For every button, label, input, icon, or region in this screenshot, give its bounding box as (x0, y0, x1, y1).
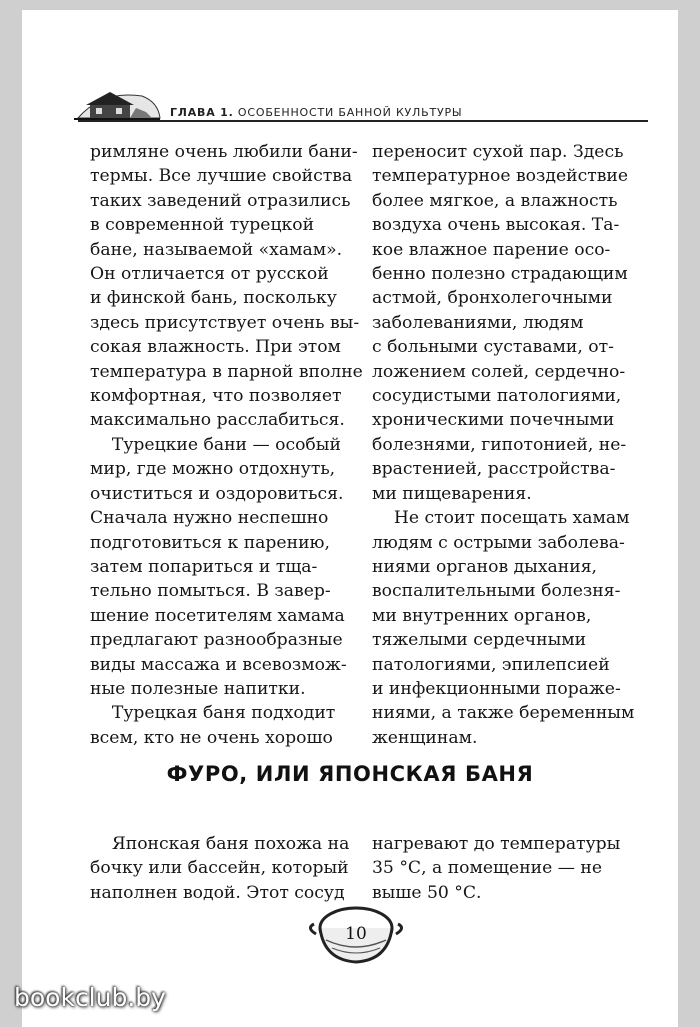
text-line: воздуха очень высокая. Та- (372, 215, 620, 236)
text-line: ниями, а также беременным (372, 703, 635, 724)
text-line: здесь присутствует очень вы- (90, 312, 360, 333)
text-line: всем, кто не очень хорошо (90, 727, 333, 748)
text-line: шение посетителям хамама (90, 605, 345, 626)
section-heading: ФУРО, ИЛИ ЯПОНСКАЯ БАНЯ (166, 762, 534, 786)
text-line: комфортная, что позволяет (90, 386, 342, 407)
text-line: тяжелыми сердечными (372, 630, 587, 651)
text-line: выше 50 °С. (372, 882, 482, 903)
text-line: с больными суставами, от- (372, 337, 614, 358)
text-line: римляне очень любили бани- (90, 142, 358, 162)
text-line: женщинам. (372, 727, 478, 748)
text-line: затем попариться и тща- (90, 556, 318, 577)
right-column (372, 140, 636, 750)
text-line: заболеваниями, людям (372, 312, 584, 333)
text-line: хроническими почечными (372, 410, 615, 431)
text-line: людям с острыми заболева- (372, 532, 625, 553)
text-line: подготовиться к парению, (90, 532, 330, 553)
text-line: таких заведений отразились (90, 190, 351, 211)
text-line: ные полезные напитки. (90, 678, 306, 699)
text-line: наполнен водой. Этот сосуд (90, 882, 345, 903)
text-line: бочку или бассейн, который (90, 858, 349, 879)
text-line: предлагают разнообразные (90, 630, 343, 651)
text-line: патологиями, эпилепсией (372, 654, 610, 675)
text-line: Сначала нужно неспешно (90, 508, 329, 529)
text-line: ниями органов дыхания, (372, 556, 598, 577)
text-line: ми внутренних органов, (372, 605, 592, 626)
text-line: максимально расслабиться. (90, 410, 345, 431)
text-line: и инфекционными пораже- (372, 678, 621, 699)
text-line: очиститься и оздоровиться. (90, 483, 344, 504)
text-line: ми пищеварения. (372, 483, 532, 504)
text-line: тельно помыться. В завер- (90, 581, 331, 602)
text-line: бенно полезно страдающим (372, 264, 628, 285)
text-line: виды массажа и всевозмож- (90, 654, 347, 675)
section-right-column (372, 832, 636, 905)
text-line: болезнями, гипотонией, не- (372, 434, 627, 455)
section-left-column (90, 832, 354, 905)
left-column (90, 140, 363, 750)
text-line: температурное воздействие (372, 166, 629, 187)
text-line: переносит сухой пар. Здесь (372, 142, 624, 162)
text-line: температура в парной вполне (90, 361, 363, 382)
text-line: в современной турецкой (90, 215, 315, 236)
text-line: врастенией, расстройства- (372, 459, 616, 480)
watermark: bookclub.by (14, 983, 166, 1012)
text-line: Не стоит посещать хамам (372, 508, 630, 529)
text-line: астмой, бронхолегочными (372, 288, 613, 309)
text-line: термы. Все лучшие свойства (90, 166, 353, 187)
text-line: воспалительными болезня- (372, 581, 621, 602)
text-line: Турецкая баня подходит (90, 703, 336, 724)
text-line: сокая влажность. При этом (90, 337, 341, 358)
chapter-label: ГЛАВА 1. (170, 106, 234, 119)
text-line: мир, где можно отдохнуть, (90, 459, 336, 480)
text-line: 35 °С, а помещение — не (372, 858, 603, 879)
text-line: более мягкое, а влажность (372, 190, 618, 211)
text-line: Турецкие бани — особый (90, 434, 341, 455)
text-line: и финской бань, поскольку (90, 288, 337, 309)
page-number: 10 (345, 924, 367, 944)
chapter-title: ОСОБЕННОСТИ БАННОЙ КУЛЬТУРЫ (237, 106, 463, 119)
running-header (170, 106, 462, 119)
text-line: ложением солей, сердечно- (372, 361, 626, 382)
text-line: Он отличается от русской (90, 264, 329, 285)
text-line: кое влажное парение осо- (372, 239, 611, 260)
text-line: сосудистыми патологиями, (372, 386, 622, 407)
header-rule (78, 120, 648, 122)
text-line: нагревают до температуры (372, 834, 621, 854)
bathhouse-logo-icon (72, 88, 162, 124)
text-line: Японская баня похожа на (90, 834, 350, 854)
text-line: бане, называемой «хамам». (90, 239, 343, 260)
